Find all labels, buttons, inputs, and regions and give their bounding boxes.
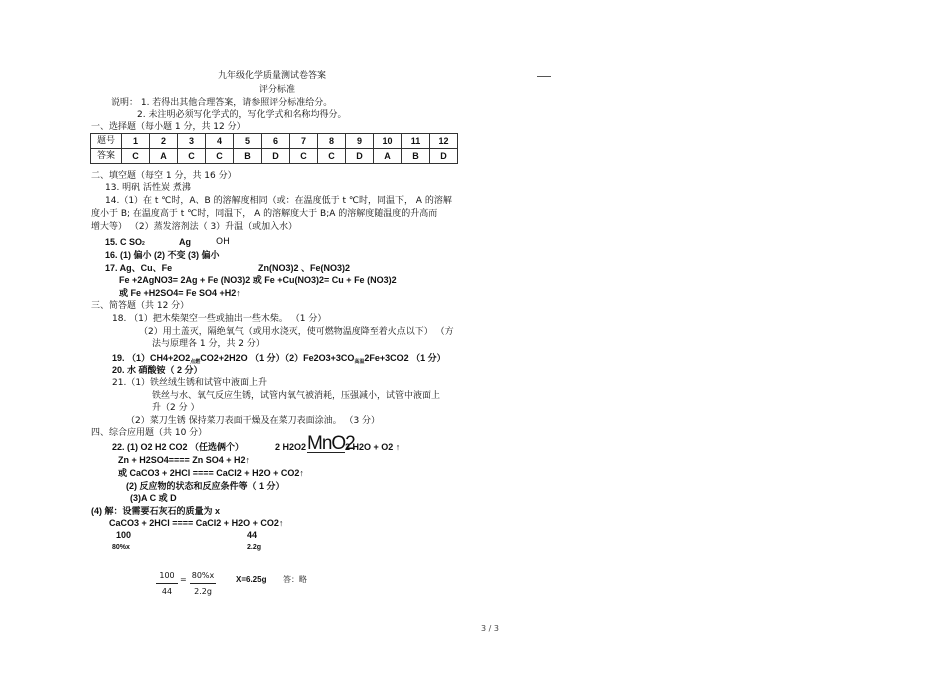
answer-22-catalyst: MnO2 [307,433,355,454]
table-cell: 5 [234,134,262,149]
table-cell: D [430,149,458,164]
table-cell: 3 [178,134,206,149]
table-cell: A [150,149,178,164]
answer-14-line-1: 14.（1）在 t ℃时，A、B 的溶解度相同（或：在温度低于 t ℃时，同温下， A 的溶解 [105,196,452,206]
answer-22-eq1-left: 2 H2O2 [275,442,307,452]
answer-16: 16. (1) 偏小 (2) 不变 (3) 偏小 [105,250,220,260]
answer-22-part2: (2) 反应物的状态和反应条件等（ 1 分） [126,481,285,491]
table-cell: 7 [290,134,318,149]
answer-18-line-1: 18. （1）把木柴架空一些或抽出一些木柴。 （1 分） [112,314,327,324]
row-label-answer: 答案 [91,149,122,164]
note-line-2: 2. 未注明必须写化学式的，写化学式和名称均得分。 [137,110,347,120]
table-row-numbers [91,134,458,149]
ratio-80x: 80%x [112,544,130,551]
table-cell: 9 [346,134,374,149]
answer-15-oh: OH [216,237,230,247]
answer-17-equation: Fe +2AgNO3= 2Ag + Fe (NO3)2 或 Fe +Cu(NO3)2= Cu + Fe (NO3)2 [119,275,397,285]
answer-21-line-1: 21.（1）铁丝绒生锈和试管中液面上升 [112,378,268,388]
answer-22-eq4: CaCO3 + 2HCl ==== CaCl2 + H2O + CO2↑ [109,518,284,528]
section-3-title: 三、简答题（共 12 分） [91,301,190,311]
document-title: 九年级化学质量测试卷答案 [218,71,327,81]
fraction-left [156,570,178,597]
answer-22-gases: 22. (1) O2 H2 CO2 （任选俩个） [112,442,245,452]
table-cell: 2 [150,134,178,149]
table-cell: C [122,149,150,164]
equation-arrow-line [307,452,345,453]
table-cell: 10 [374,134,402,149]
answer-20: 20. 水 硝酸铵（ 2 分） [112,365,203,375]
ratio-44: 44 [247,530,258,540]
table-cell: C [206,149,234,164]
answer-22-part4: (4) 解：设需要石灰石的质量为 x [91,506,221,516]
table-cell: C [290,149,318,164]
table-cell: D [262,149,290,164]
answer-22-eq2: Zn + H2SO4==== Zn SO4 + H2↑ [118,455,251,465]
answer-21-line-3: 升（2 分 ） [152,403,200,413]
answer-17-metals: 17. Ag、Cu、Fe [105,263,173,273]
answer-14-line-2: 度小于 B; 在温度高于 t ℃时，同温下， A 的溶解度大于 B;A 的溶解度随温度的升高而 [91,209,438,219]
answer-18-line-3: 法与原理各 1 分，共 2 分） [152,339,265,349]
answer-13: 13. 明矾 活性炭 煮沸 [105,183,191,193]
row-label-number: 题号 [91,134,122,149]
note-line-1: 说明： 1. 若得出其他合理答案，请参照评分标准给分。 [111,98,333,108]
fraction-right-numerator: 80%x [191,571,215,580]
table-cell: C [318,149,346,164]
table-cell: 6 [262,134,290,149]
table-cell: 11 [402,134,430,149]
ratio-100: 100 [116,530,132,540]
answer-22-eq1-right: 2 H2O + O2 ↑ [345,442,401,452]
table-row-answers [91,149,458,164]
answer-17-alt-equation: 或 Fe +H2SO4= Fe SO4 +H2↑ [119,288,241,298]
final-answer: 答：略 [283,575,307,584]
table-cell: D [346,149,374,164]
answer-15-ag: Ag [179,237,191,247]
fraction-bar [156,583,178,584]
table-cell: C [178,149,206,164]
section-4-title: 四、综合应用题（共 10 分） [91,428,208,438]
table-cell: 8 [318,134,346,149]
answer-21-line-2: 铁丝与水、氧气反应生锈，试管内氧气被消耗，压强减小，试管中液面上 [152,391,441,401]
header-dash [537,76,551,77]
answer-22-eq3: 或 CaCO3 + 2HCl ==== CaCl2 + H2O + CO2↑ [118,468,304,478]
answer-18-line-2: （2）用土盖灭，隔绝氧气（或用水浇灭，使可燃物温度降至着火点以下） （方 [139,327,454,337]
table-cell: 1 [122,134,150,149]
table-cell: A [374,149,402,164]
table-cell: B [402,149,430,164]
fraction-left-numerator: 100 [159,571,175,580]
fraction-right [190,570,216,597]
fraction-bar [190,583,216,584]
table-cell: B [234,149,262,164]
answer-14-line-3: 增大等） （2）蒸发溶剂法（ 3）升温（或加入水） [91,222,298,232]
document-subtitle: 评分标准 [259,85,296,95]
table-cell: 12 [430,134,458,149]
fraction-right-denominator: 2.2g [194,587,212,596]
answer-table [90,133,458,164]
answer-21-line-4: （2）菜刀生锈 保持菜刀表面干燥及在菜刀表面涂油。 （3 分） [126,416,381,426]
section-1-title: 一、选择题（每小题 1 分，共 12 分） [91,122,246,132]
answer-15: 15. C SO2 [105,237,145,247]
equals-sign: = [180,575,187,584]
page-number: 3 / 3 [481,624,499,633]
answer-22-part3: (3)A C 或 D [130,493,177,503]
fraction-left-denominator: 44 [161,587,173,596]
answer-19: 19. （1）CH4+2O2 点燃 CO2+2H2O （1 分）（2）Fe2O3+3CO 高温 2Fe+3CO2 （1 分） [112,353,446,365]
section-2-title: 二、填空题（每空 1 分，共 16 分） [91,171,237,181]
answer-17-salts: Zn(NO3)2 、Fe(NO3)2 [258,263,351,273]
result-value: X=6.25g [236,575,267,584]
ratio-2-2g: 2.2g [247,544,262,551]
table-cell: 4 [206,134,234,149]
